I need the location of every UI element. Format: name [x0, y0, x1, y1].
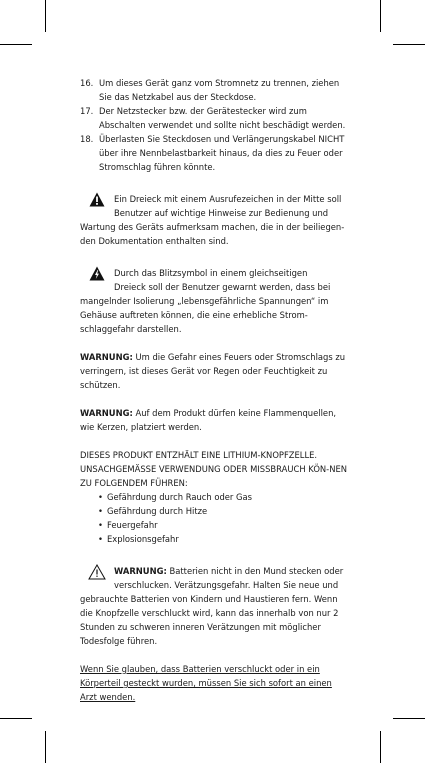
hazard-text: Gefährdung durch Rauch oder Gas — [107, 492, 253, 502]
crop-mark — [45, 0, 46, 32]
item-number: 18. — [80, 134, 94, 144]
fire-warning — [80, 350, 348, 392]
warning-line: Dreieck soll der Benutzer gewarnt werden, dass bei — [114, 282, 331, 292]
warning-label: WARNUNG: — [80, 408, 133, 418]
flame-warning — [80, 406, 348, 434]
warning-line: Ein Dreieck mit einem Ausrufezeichen in der Mitte soll — [114, 194, 342, 204]
warning-text: Um die Gefahr eines Feuers oder Stromschlags zu verringern, ist dieses Gerät vor Regen oder Feuchtigkeit zu schützen. — [80, 352, 346, 390]
warning-text: mangelnder Isolierung „lebensgefährliche Spannungen“ im Gehäuse auftreten können, die eine erhebliche Strom-schlaggefahr darstellen. — [80, 296, 329, 334]
list-item — [98, 490, 348, 504]
hazard-list — [98, 490, 348, 546]
warning-text: gebrauchte Batterien von Kindern und Haustieren fern. Wenn die Knopfzelle verschluckt wird, kann das innerhalb von nur 2 Stunden zu schweren inneren Verätzungen mit möglicher Todesfolge führen. — [80, 594, 339, 646]
warning-triangle-outline-icon — [80, 564, 114, 592]
crop-mark — [380, 0, 381, 32]
crop-mark — [0, 44, 32, 45]
list-item — [80, 76, 348, 104]
battery-notice: DIESES PRODUKT ENTZHÄLT EINE LITHIUM-KNOPFZELLE. UNSACHGEMÄSSE VERWENDUNG ODER MISSBRAUCH KÖN-NEN ZU FOLGENDEM FÜHREN: — [80, 450, 348, 488]
crop-mark — [393, 718, 425, 719]
crop-mark — [45, 731, 46, 763]
warning-label: WARNUNG: — [114, 566, 167, 576]
safety-instructions — [80, 76, 348, 704]
bullet-icon: • — [98, 534, 103, 544]
bullet-icon: • — [98, 492, 103, 502]
item-number: 17. — [80, 106, 94, 116]
bullet-icon: • — [98, 506, 103, 516]
lightning-warning — [80, 266, 348, 336]
warning-text: Auf dem Produkt dürfen keine Flammenquellen, wie Kerzen, platziert werden. — [80, 408, 337, 432]
hazard-text: Feuergefahr — [107, 520, 158, 530]
exclamation-triangle-icon — [80, 192, 114, 220]
list-item — [80, 104, 348, 132]
crop-mark — [380, 731, 381, 763]
list-item — [80, 132, 348, 174]
item-text: Der Netzstecker bzw. der Gerätestecker wird zum Abschalten verwendet und sollte nicht beschädigt werden. — [99, 106, 346, 130]
warning-line: Batterien nicht in den Mund stecken oder — [166, 566, 344, 576]
warning-line: Benutzer auf wichtige Hinweise zur Bedienung und — [114, 208, 329, 218]
item-number: 16. — [80, 78, 94, 88]
warning-line: verschlucken. Verätzungsgefahr. Halten Sie neue und — [114, 580, 339, 590]
list-item — [98, 504, 348, 518]
battery-warning — [80, 564, 348, 648]
hazard-text: Explosionsgefahr — [107, 534, 179, 544]
item-text: Um dieses Gerät ganz vom Stromnetz zu trennen, ziehen Sie das Netzkabel aus der Steckdose. — [99, 78, 340, 102]
bullet-icon: • — [98, 520, 103, 530]
item-text: Überlasten Sie Steckdosen und Verlängerungskabel NICHT über ihre Nennbelastbarkeit hinaus, da dies zu Feuer oder Stromschlag führen könnte. — [99, 134, 345, 172]
hazard-text: Gefährdung durch Hitze — [107, 506, 208, 516]
doctor-advice-note: Wenn Sie glauben, dass Batterien verschluckt oder in ein Körperteil gesteckt wurden, müssen Sie sich sofort an einen Arzt wenden. — [80, 664, 332, 702]
list-item — [98, 518, 348, 532]
warning-label: WARNUNG: — [80, 352, 133, 362]
warning-line: Durch das Blitzsymbol in einem gleichseitigen — [114, 268, 308, 278]
list-item — [98, 532, 348, 546]
warning-text: Wartung des Geräts aufmerksam machen, die in der beiliegen-den Dokumentation enthalten sind. — [80, 222, 345, 246]
lightning-triangle-icon — [80, 266, 114, 294]
crop-mark — [0, 718, 32, 719]
crop-mark — [393, 44, 425, 45]
exclamation-warning — [80, 192, 348, 248]
